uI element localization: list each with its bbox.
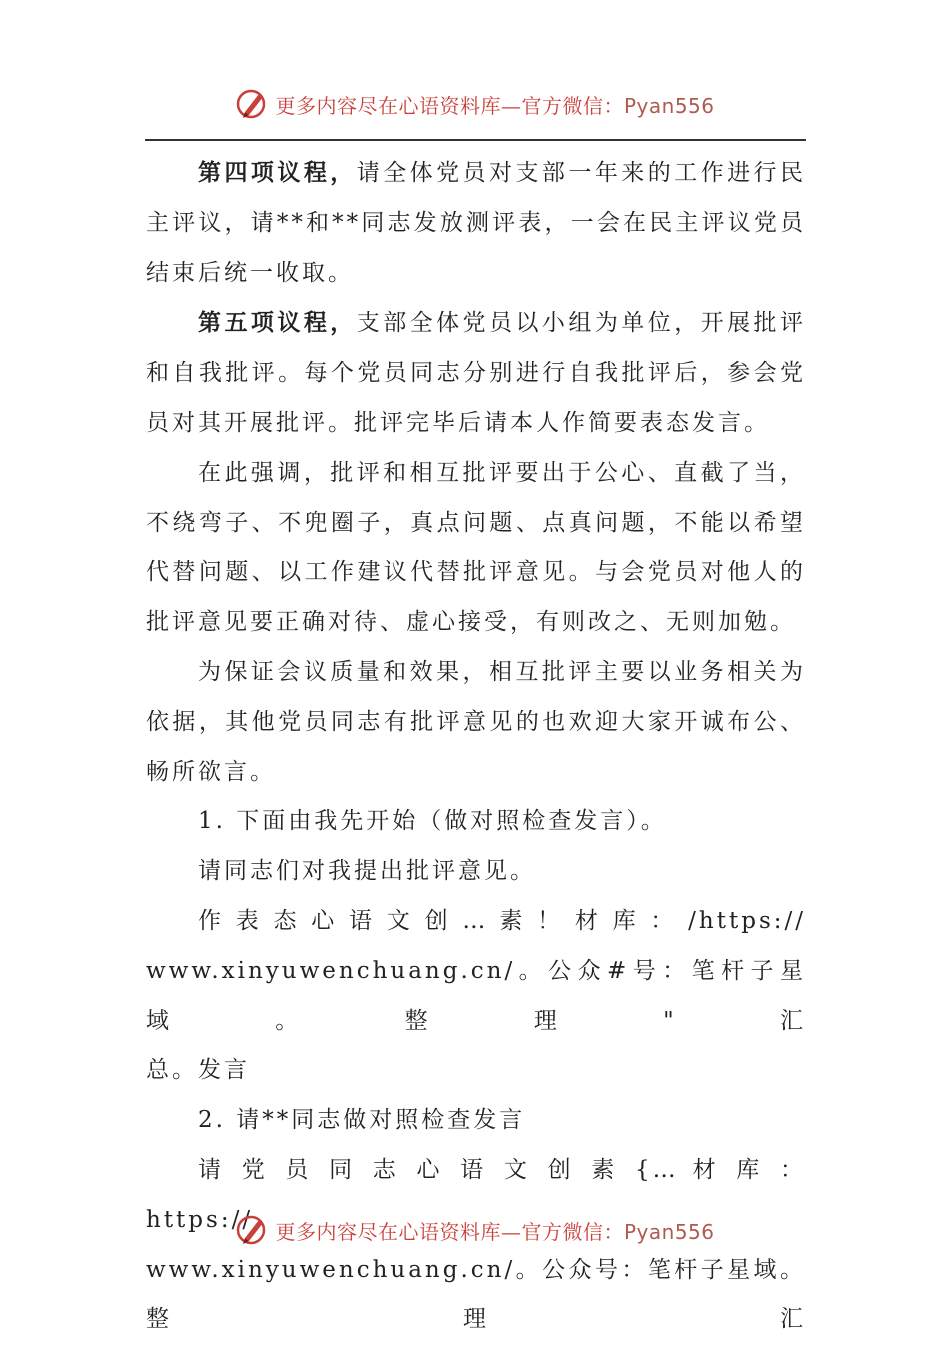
spam-line-3: 总。发言: [146, 1057, 250, 1084]
agenda-4-lead: 第四项议程，: [198, 159, 357, 186]
spam2-line-1: 请 党 员 同 志 心 语 文 创 素 {… 材 库 ： https://: [146, 1156, 806, 1233]
footer-banner-wechat: Pyan556: [623, 1219, 715, 1244]
paragraph-quality: 为保证会议质量和效果，相互批评主要以业务相关为依据，其他党员同志有批评意见的也欢迎大家开诚布公、畅所欲言。: [146, 658, 806, 785]
agenda-4-text: 请全体党员对支部一年来的工作进行民主评议，请**和**同志发放测评表，一会在民主评议党员结束后统一收取。: [146, 160, 807, 286]
agenda-5-lead: 第五项议程，: [198, 309, 357, 337]
header-banner: [0, 84, 950, 124]
item-2: 2. 请**同志做对照检查发言: [198, 1107, 526, 1134]
spam-line-1: 作 表 态 心 语 文 创 … 素 ！ 材 库 ： /https://: [198, 907, 806, 934]
spam2-line-2: www.xinyuwenchuang.cn/。公众号：笔杆子星域。整理汇: [146, 1256, 806, 1333]
pen-logo-icon: [235, 86, 271, 122]
pen-logo-icon: [235, 1212, 271, 1248]
banner-wechat: Pyan556: [623, 93, 715, 118]
document-body: [146, 148, 806, 1345]
footer-banner: [0, 1210, 950, 1250]
paragraph-agenda-4: [146, 148, 806, 298]
footer-banner-text: 更多内容尽在心语资料库—官方微信：Pyan556: [275, 1219, 715, 1244]
paragraph-emphasis: 在此强调，批评和相互批评要出于公心、直截了当，不绕弯子、不兜圈子，真点问题、点真问题，不能以希望代替问题、以工作建议代替批评意见。与会党员对他人的批评意见要正确对待、虚心接受，有则改之、无则加勉。: [146, 459, 806, 636]
banner-text: 更多内容尽在心语资料库—官方微信：Pyan556: [275, 93, 715, 118]
spam-line-2: www.xinyuwenchuang.cn/。公众#号：笔杆子星域。整理"汇: [146, 957, 806, 1034]
paragraph-request: 请同志们对我提出批评意见。: [198, 858, 536, 885]
paragraph-agenda-5: [146, 298, 806, 448]
agenda-5-text: 支部全体党员以小组为单位，开展批评和自我批评。每个党员同志分别进行自我批评后，参会党员对其开展批评。批评完毕后请本人作简要表态发言。: [146, 310, 807, 436]
header-rule: [145, 139, 806, 141]
item-1: 1. 下面由我先开始（做对照检查发言）。: [198, 808, 667, 835]
